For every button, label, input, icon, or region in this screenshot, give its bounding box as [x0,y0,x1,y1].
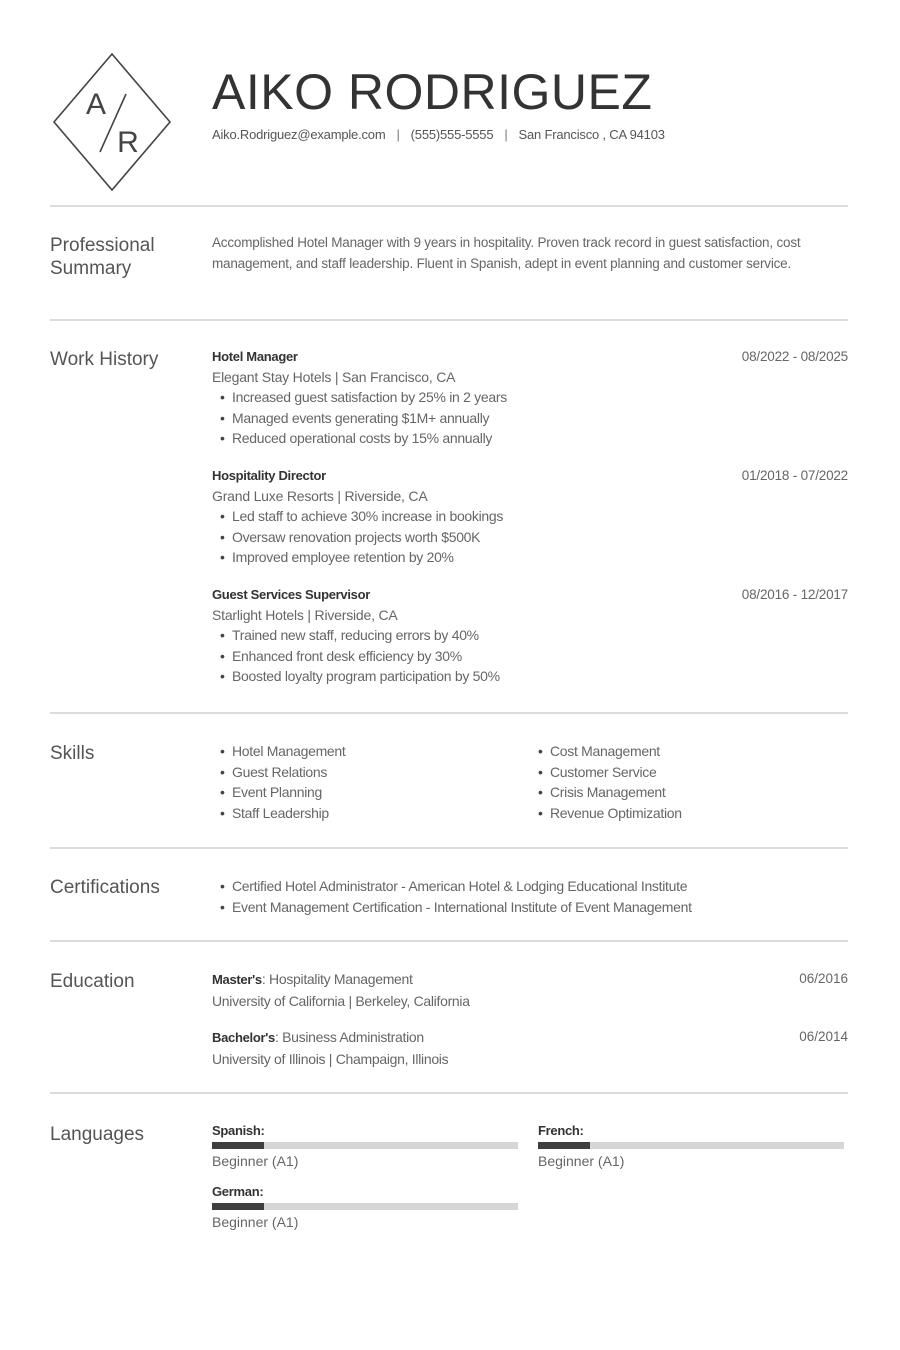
job-bullets [212,387,848,449]
degree-type: Bachelor's [212,1030,275,1045]
separator: | [504,127,508,142]
graduation-date: 06/2014 [799,1029,848,1044]
job-dates: 08/2022 - 08/2025 [741,349,848,364]
monogram-logo [52,52,172,192]
separator: | [396,127,400,142]
certifications-heading: Certifications [50,877,160,898]
job-title: Hospitality Director [212,468,326,483]
skill-item: • Customer Service [538,762,682,783]
job-bullet: • Managed events generating $1M+ annually [220,408,848,429]
language-proficiency-bar [212,1142,518,1149]
job-entry [212,466,848,568]
divider [50,319,848,321]
skill-item: • Cost Management [538,741,682,762]
language-proficiency-fill [538,1142,590,1149]
job-dates: 08/2016 - 12/2017 [741,587,848,602]
school-name: University of Illinois | Champaign, Illinois [212,1050,449,1067]
language-proficiency-bar [538,1142,844,1149]
monogram-first-letter: A [85,88,107,121]
skill-item: • Event Planning [220,782,346,803]
job-bullet: • Boosted loyalty program participation by 50% [220,666,848,687]
job-bullet: • Increased guest satisfaction by 25% in 2 years [220,387,848,408]
language-name: German: [212,1184,264,1199]
skill-item: • Guest Relations [220,762,346,783]
graduation-date: 06/2016 [799,971,848,986]
degree-type: Master's [212,972,262,987]
job-bullet: • Reduced operational costs by 15% annually [220,428,848,449]
language-entry [212,1183,518,1232]
education-entry [212,969,848,1011]
language-proficiency-fill [212,1142,264,1149]
skill-item: • Staff Leadership [220,803,346,824]
monogram-second-letter: R [117,126,139,159]
degree-field: Business Administration [282,1029,424,1045]
job-bullet: • Improved employee retention by 20% [220,547,848,568]
certifications-list [212,876,692,917]
skills-list-left [212,741,346,823]
certification-item: • Event Management Certification - International Institute of Event Management [220,897,692,918]
phone-number: (555)555-5555 [410,127,494,142]
language-level: Beginner (A1) [212,1153,299,1169]
job-bullet: • Enhanced front desk efficiency by 30% [220,646,848,667]
email-link[interactable]: Aiko.Rodriguez@example.com [212,127,386,142]
degree-line: Bachelor's: Business Administration [212,1029,424,1045]
job-bullets [212,506,848,568]
language-entry [538,1122,844,1171]
language-name: French: [538,1123,584,1138]
job-bullet: • Led staff to achieve 30% increase in bookings [220,506,848,527]
language-proficiency-fill [212,1203,264,1210]
job-title: Hotel Manager [212,349,298,364]
job-title: Guest Services Supervisor [212,587,370,602]
summary-heading: Professional Summary [50,235,155,279]
job-bullets [212,625,848,687]
divider [50,1092,848,1094]
summary-text: Accomplished Hotel Manager with 9 years in hospitality. Proven track record in guest satisfaction, cost management, and staff leadership. Fluent in Spanish, adept in event planning and customer service. [212,235,801,271]
degree-line: Master's: Hospitality Management [212,971,413,987]
job-dates: 01/2018 - 07/2022 [741,468,848,483]
language-level: Beginner (A1) [538,1153,625,1169]
divider [50,940,848,942]
location: San Francisco , CA 94103 [518,127,665,142]
certification-item: • Certified Hotel Administrator - American Hotel & Lodging Educational Institute [220,876,692,897]
skill-item: • Crisis Management [538,782,682,803]
job-entry [212,347,848,449]
contact-line [212,127,665,142]
language-level: Beginner (A1) [212,1214,299,1230]
degree-field: Hospitality Management [269,971,413,987]
candidate-name: AIKO RODRIGUEZ [212,64,653,120]
skills-list-right [530,741,682,823]
education-heading: Education [50,971,135,992]
job-company: Grand Luxe Resorts | Riverside, CA [212,488,428,504]
language-proficiency-bar [212,1203,518,1210]
divider [50,205,848,207]
job-bullet: • Trained new staff, reducing errors by 40% [220,625,848,646]
divider [50,847,848,849]
job-company: Starlight Hotels | Riverside, CA [212,607,398,623]
job-bullet: • Oversaw renovation projects worth $500K [220,527,848,548]
job-company: Elegant Stay Hotels | San Francisco, CA [212,369,456,385]
languages-heading: Languages [50,1124,145,1145]
skills-heading: Skills [50,743,95,764]
school-name: University of California | Berkeley, California [212,992,470,1009]
skill-item: • Hotel Management [220,741,346,762]
skill-item: • Revenue Optimization [538,803,682,824]
language-name: Spanish: [212,1123,265,1138]
work-history-heading: Work History [50,349,159,370]
education-entry [212,1027,848,1069]
divider [50,712,848,714]
language-entry [212,1122,518,1171]
job-entry [212,585,848,687]
